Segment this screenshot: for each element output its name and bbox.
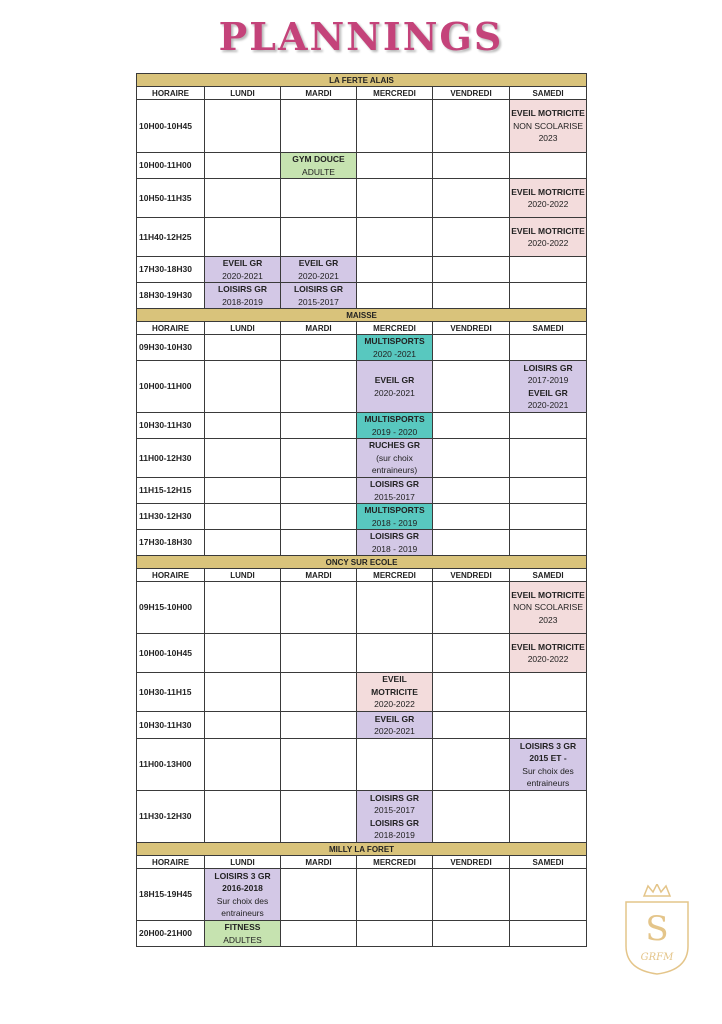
header-samedi: SAMEDI [510, 87, 587, 100]
activity-cell: LOISIRS GR 2015-2017 [281, 283, 357, 309]
time-cell: 10H50-11H35 [137, 179, 205, 218]
activity-cell: EVEIL GR 2020-2021 [281, 257, 357, 283]
table-row [137, 361, 587, 413]
activity-cell: FITNESS ADULTES [205, 921, 281, 947]
activity-cell: LOISIRS 3 GR 2016-2018 Sur choix des entraineurs [205, 869, 281, 921]
logo-text: GRFM [640, 952, 674, 963]
activity-cell: GYM DOUCE ADULTE [281, 153, 357, 179]
logo-letter: S [645, 909, 669, 949]
time-cell: 11H30-12H30 [137, 504, 205, 530]
activity-cell: EVEIL GR 2020-2021 [357, 712, 433, 739]
page-title: PLANNINGS [218, 14, 504, 59]
table-row [137, 504, 587, 530]
header-vendredi: VENDREDI [433, 856, 510, 869]
time-cell: 10H00-10H45 [137, 634, 205, 673]
activity-cell: EVEIL GR 2020-2021 [205, 257, 281, 283]
header-samedi: SAMEDI [510, 322, 587, 335]
table-row [137, 413, 587, 439]
table-row [137, 791, 587, 843]
activity-cell: MULTISPORTS 2019 - 2020 [357, 413, 433, 439]
activity-cell: LOISIRS 3 GR 2015 ET - Sur choix des entraineurs [510, 739, 587, 791]
time-cell: 09H30-10H30 [137, 335, 205, 361]
activity-cell: LOISIRS GR 2018 - 2019 [357, 530, 433, 556]
planning-table [136, 73, 587, 947]
activity-cell: RUCHES GR (sur choix entraineurs) [357, 439, 433, 478]
time-cell: 10H00-10H45 [137, 100, 205, 153]
crown-icon [644, 884, 670, 896]
table-row [137, 478, 587, 504]
time-cell: 18H30-19H30 [137, 283, 205, 309]
header-vendredi: VENDREDI [433, 322, 510, 335]
header-mardi: MARDI [281, 569, 357, 582]
club-logo [622, 884, 692, 976]
activity-cell: LOISIRS GR 2018-2019 [205, 283, 281, 309]
section-header-la-ferte-alais: LA FERTE ALAIS [137, 74, 587, 87]
table-row [137, 530, 587, 556]
table-row [137, 921, 587, 947]
time-cell: 10H30-11H30 [137, 413, 205, 439]
activity-cell: EVEIL MOTRICITE 2020-2022 [510, 218, 587, 257]
section-header-milly-la-foret: MILLY LA FORET [137, 843, 587, 856]
table-row [137, 673, 587, 712]
header-mercredi: MERCREDI [357, 856, 433, 869]
section-header-maisse: MAISSE [137, 309, 587, 322]
header-lundi: LUNDI [205, 87, 281, 100]
activity-cell: EVEIL MOTRICITE 2020-2022 [510, 179, 587, 218]
header-vendredi: VENDREDI [433, 569, 510, 582]
time-cell: 11H15-12H15 [137, 478, 205, 504]
header-samedi: SAMEDI [510, 569, 587, 582]
activity-cell: EVEIL GR 2020-2021 [357, 361, 433, 413]
time-cell: 11H40-12H25 [137, 218, 205, 257]
header-mardi: MARDI [281, 322, 357, 335]
table-row [137, 582, 587, 634]
activity-cell: LOISIRS GR 2015-2017 [357, 478, 433, 504]
time-cell: 11H30-12H30 [137, 791, 205, 843]
header-mercredi: MERCREDI [357, 569, 433, 582]
table-row [137, 439, 587, 478]
time-cell: 10H30-11H15 [137, 673, 205, 712]
header-lundi: LUNDI [205, 569, 281, 582]
activity-cell: EVEIL MOTRICITE NON SCOLARISE 2023 [510, 582, 587, 634]
table-row [137, 218, 587, 257]
activity-cell: LOISIRS GR 2017-2019 EVEIL GR 2020-2021 [510, 361, 587, 413]
header-lundi: LUNDI [205, 856, 281, 869]
header-horaire: HORAIRE [137, 856, 205, 869]
activity-cell: EVEIL MOTRICITE 2020-2022 [510, 634, 587, 673]
table-row [137, 153, 587, 179]
time-cell: 17H30-18H30 [137, 530, 205, 556]
activity-cell: EVEIL MOTRICITE 2020-2022 [357, 673, 433, 712]
table-row [137, 712, 587, 739]
time-cell: 11H00-13H00 [137, 739, 205, 791]
table-row [137, 283, 587, 309]
time-cell: 11H00-12H30 [137, 439, 205, 478]
activity-cell: LOISIRS GR 2015-2017 LOISIRS GR 2018-2019 [357, 791, 433, 843]
header-row [137, 87, 587, 100]
time-cell: 09H15-10H00 [137, 582, 205, 634]
table-row [137, 100, 587, 153]
header-vendredi: VENDREDI [433, 87, 510, 100]
header-mercredi: MERCREDI [357, 87, 433, 100]
time-cell: 20H00-21H00 [137, 921, 205, 947]
section-header-oncy-sur-ecole: ONCY SUR ECOLE [137, 556, 587, 569]
table-row [137, 335, 587, 361]
activity-cell: EVEIL MOTRICITE NON SCOLARISE 2023 [510, 100, 587, 153]
table-row [137, 634, 587, 673]
header-row [137, 856, 587, 869]
header-horaire: HORAIRE [137, 569, 205, 582]
time-cell: 17H30-18H30 [137, 257, 205, 283]
table-row [137, 257, 587, 283]
header-horaire: HORAIRE [137, 87, 205, 100]
header-mardi: MARDI [281, 856, 357, 869]
header-row [137, 322, 587, 335]
header-horaire: HORAIRE [137, 322, 205, 335]
time-cell: 10H30-11H30 [137, 712, 205, 739]
header-samedi: SAMEDI [510, 856, 587, 869]
header-mercredi: MERCREDI [357, 322, 433, 335]
time-cell: 10H00-11H00 [137, 361, 205, 413]
activity-cell: MULTISPORTS 2020 -2021 [357, 335, 433, 361]
table-row [137, 179, 587, 218]
time-cell: 18H15-19H45 [137, 869, 205, 921]
table-row [137, 869, 587, 921]
time-cell: 10H00-11H00 [137, 153, 205, 179]
table-row [137, 739, 587, 791]
header-mardi: MARDI [281, 87, 357, 100]
header-row [137, 569, 587, 582]
activity-cell: MULTISPORTS 2018 - 2019 [357, 504, 433, 530]
header-lundi: LUNDI [205, 322, 281, 335]
